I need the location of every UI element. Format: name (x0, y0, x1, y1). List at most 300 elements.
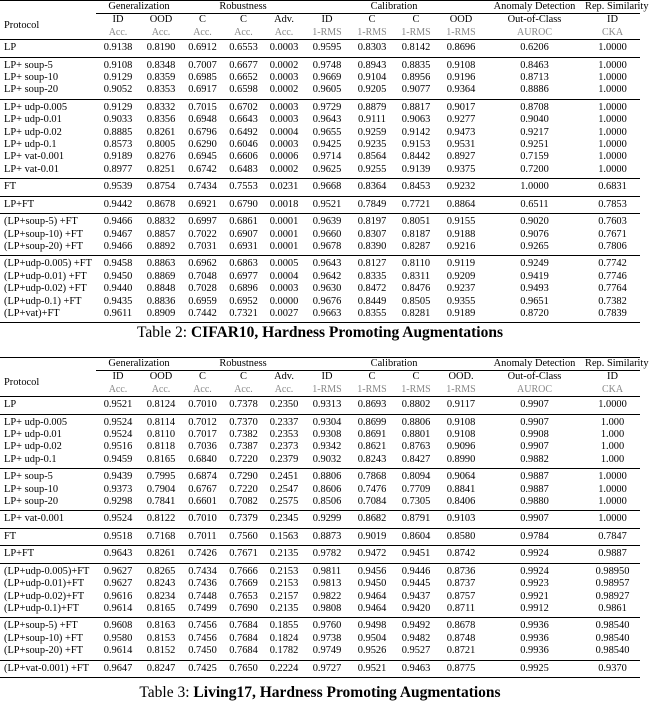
value-cell: 0.8863 (146, 258, 176, 270)
protocol-cell: (LP+soup-20) +FT (0, 241, 96, 256)
value-cell: 0.6206 (484, 40, 585, 57)
value-cell: 0.8163 (146, 620, 176, 632)
value-cell: 0.8406 (438, 496, 484, 511)
value-cell: 1.0000 (598, 72, 627, 84)
value-cell: 0.2379 (264, 454, 304, 469)
value-cell: 1.0000 (585, 84, 640, 99)
table-row (0, 414, 640, 429)
value-cell: 0.6702 (229, 101, 258, 113)
value-cell: 0.7456 (188, 632, 217, 644)
value-cell: 0.2135 (264, 546, 304, 563)
value-cell: 0.9539 (96, 179, 140, 196)
value-cell: 0.7200 (484, 164, 585, 179)
value-cell: 0.9887 (585, 546, 640, 563)
value-cell: 0.98950 (595, 565, 630, 577)
value-cell: 0.8943 (357, 59, 387, 71)
column-header: C (199, 14, 206, 26)
value-cell: 0.6046 (229, 139, 258, 151)
value-cell: 0.9032 (304, 454, 350, 469)
table-row (0, 241, 640, 256)
value-cell: 0.8118 (146, 441, 176, 453)
table-row (0, 308, 640, 323)
value-cell: 0.8153 (146, 632, 176, 644)
value-cell: 0.6917 (182, 84, 223, 99)
value-cell: 0.9760 (312, 620, 342, 632)
value-cell: 0.7553 (223, 179, 264, 196)
value-cell: 0.2153 (269, 578, 299, 590)
value-cell: 0.8763 (401, 441, 431, 453)
value-cell: 0.9729 (312, 101, 342, 113)
value-cell: 0.9265 (484, 241, 585, 256)
value-cell: 0.8187 (401, 228, 431, 240)
value-cell: 0.9504 (357, 632, 387, 644)
value-cell: 0.8678 (446, 620, 476, 632)
table-row (0, 603, 640, 618)
value-cell: 0.8051 (401, 216, 431, 228)
value-cell: 0.9782 (304, 546, 350, 563)
protocol-cell: LP+ soup-5 (4, 471, 53, 483)
value-cell: 0.9209 (446, 270, 476, 282)
value-cell: 0.9076 (520, 228, 549, 240)
value-cell: 0.0018 (264, 196, 304, 213)
protocol-cell: (LP+soup-5) +FT (4, 620, 78, 632)
value-cell: 0.9923 (520, 578, 549, 590)
value-cell: 0.7048 (188, 270, 217, 282)
value-cell: 0.7669 (229, 578, 258, 590)
value-cell: 0.9077 (394, 84, 438, 99)
value-cell: 0.7378 (223, 397, 264, 414)
value-cell: 1.0000 (585, 511, 640, 528)
metric-label: 1-RMS (394, 27, 438, 40)
table-row (0, 591, 640, 603)
protocol-cell: LP+FT (0, 196, 96, 213)
value-cell: 0.9370 (585, 660, 640, 677)
column-header: OOD (149, 14, 173, 26)
value-cell: 0.8094 (401, 471, 431, 483)
table-row (0, 99, 640, 114)
value-cell: 0.9142 (401, 126, 431, 138)
metric-label: Acc. (140, 27, 182, 40)
column-header: ID (321, 14, 333, 26)
value-cell: 0.9450 (357, 578, 387, 590)
group-robustness: Robustness (182, 358, 304, 371)
value-cell: 0.9298 (96, 496, 140, 511)
value-cell: 0.9493 (520, 283, 549, 295)
value-cell: 0.9482 (401, 632, 431, 644)
value-cell: 0.6985 (188, 72, 217, 84)
value-cell: 0.0003 (269, 283, 299, 295)
value-cell: 1.0000 (585, 496, 640, 511)
protocol-cell: LP+ udp-0.02 (4, 126, 62, 138)
protocol-cell: LP+ udp-0.1 (0, 454, 96, 469)
value-cell: 0.7839 (585, 308, 640, 323)
value-cell: 0.8311 (401, 270, 431, 282)
value-cell: 0.7321 (223, 308, 264, 323)
value-cell: 0.8122 (140, 511, 182, 528)
group-calibration: Calibration (304, 358, 484, 371)
table-row (0, 139, 640, 151)
value-cell: 0.9249 (520, 258, 549, 270)
column-header: Out-of-Class (507, 371, 562, 383)
metric-label: AUROC (484, 384, 585, 397)
value-cell: 0.6831 (585, 179, 640, 196)
protocol-cell: (LP+udp-0.1) +FT (4, 295, 82, 307)
group-anomaly-detection: Anomaly Detection (484, 1, 585, 14)
value-cell: 1.0000 (585, 40, 640, 57)
value-cell: 0.6863 (229, 258, 258, 270)
group-calibration: Calibration (304, 1, 484, 14)
value-cell: 0.8449 (357, 295, 387, 307)
value-cell: 0.98540 (595, 620, 630, 632)
table-row (0, 469, 640, 484)
value-cell: 0.2157 (269, 590, 299, 602)
value-cell: 0.9924 (520, 565, 549, 577)
value-cell: 0.8801 (401, 429, 431, 441)
value-cell: 0.8442 (401, 151, 431, 163)
value-cell: 0.2135 (264, 603, 304, 618)
value-cell: 0.8708 (520, 101, 549, 113)
value-cell: 0.8114 (146, 416, 176, 428)
value-cell: 0.9676 (312, 295, 342, 307)
value-cell: 0.8261 (140, 546, 182, 563)
value-cell: 0.9111 (358, 114, 386, 126)
value-cell: 0.9033 (103, 114, 133, 126)
value-cell: 0.8873 (304, 528, 350, 545)
value-cell: 0.2345 (264, 511, 304, 528)
value-cell: 0.9108 (103, 59, 133, 71)
value-cell: 1.0000 (598, 59, 627, 71)
metric-label: 1-RMS (438, 27, 484, 40)
value-cell: 0.8857 (146, 228, 176, 240)
value-cell: 0.6840 (182, 454, 223, 469)
value-cell: 1.0000 (598, 483, 627, 495)
value-cell: 1.0000 (598, 151, 627, 163)
value-cell: 0.7382 (229, 429, 258, 441)
protocol-cell: LP+ udp-0.01 (4, 429, 62, 441)
value-cell: 0.8356 (146, 114, 176, 126)
column-header: ID (607, 14, 618, 26)
value-cell: 0.8353 (140, 84, 182, 99)
value-cell: 0.7442 (182, 308, 223, 323)
value-cell: 0.8110 (401, 258, 431, 270)
value-cell: 0.9936 (520, 632, 549, 644)
value-cell: 0.8165 (140, 603, 182, 618)
value-cell: 0.8802 (394, 397, 438, 414)
value-cell: 0.9466 (96, 241, 140, 256)
protocol-cell: (LP+soup-10) +FT (4, 228, 83, 240)
value-cell: 0.6896 (229, 283, 258, 295)
value-cell: 0.7806 (585, 241, 640, 256)
value-cell: 0.8909 (140, 308, 182, 323)
value-cell: 0.6483 (223, 164, 264, 179)
metric-label: 1-RMS (394, 384, 438, 397)
table-row (0, 127, 640, 139)
value-cell: 0.0002 (264, 164, 304, 179)
value-cell: 0.9907 (484, 511, 585, 528)
group-header-row (0, 358, 640, 371)
value-cell: 0.7031 (182, 241, 223, 256)
column-header: Adv. (274, 14, 294, 26)
value-cell: 0.98540 (585, 645, 640, 660)
group-robustness: Robustness (182, 1, 304, 14)
table-row (0, 511, 640, 528)
protocol-cell: LP+ soup-20 (0, 496, 96, 511)
column-header: C (368, 371, 376, 383)
value-cell: 0.8604 (394, 528, 438, 545)
value-cell: 0.8332 (146, 101, 176, 113)
value-cell: 0.9188 (446, 228, 476, 240)
value-cell: 0.9104 (357, 72, 387, 84)
value-cell: 0.7684 (223, 645, 264, 660)
value-cell: 0.9655 (312, 126, 342, 138)
value-cell: 0.9299 (304, 511, 350, 528)
table-row (0, 196, 640, 213)
value-cell: 0.9108 (446, 59, 476, 71)
table-row (0, 283, 640, 295)
value-cell: 0.8573 (103, 139, 133, 151)
protocol-cell: (LP+udp-0.02)+FT (4, 590, 85, 602)
value-cell: 0.9355 (446, 295, 476, 307)
table-row (0, 84, 640, 99)
value-cell: 0.9129 (103, 72, 133, 84)
column-header-row (0, 14, 640, 27)
value-cell: 0.8736 (446, 565, 476, 577)
value-cell: 0.9019 (350, 528, 394, 545)
table-row (0, 484, 640, 496)
metric-label: Acc. (182, 384, 223, 397)
value-cell: 0.9639 (312, 216, 342, 228)
metric-label: Acc. (264, 27, 304, 40)
value-cell: 0.9921 (520, 590, 549, 602)
protocol-cell: (LP+soup-20) +FT (0, 645, 96, 660)
value-cell: 0.9108 (446, 429, 476, 441)
value-cell: 1.0000 (585, 397, 640, 414)
value-cell: 1.0000 (598, 471, 627, 483)
value-cell: 0.9643 (96, 546, 140, 563)
value-cell: 0.8892 (140, 241, 182, 256)
protocol-cell: LP+ soup-10 (4, 483, 59, 495)
table-row (0, 429, 640, 441)
table-row (0, 618, 640, 633)
value-cell: 0.8580 (438, 528, 484, 545)
value-cell: 0.9936 (520, 620, 549, 632)
value-cell: 0.7168 (140, 528, 182, 545)
value-cell: 0.7305 (394, 496, 438, 511)
value-cell: 0.8427 (394, 454, 438, 469)
table-row (0, 179, 640, 196)
value-cell: 0.7379 (223, 511, 264, 528)
value-cell: 0.98927 (595, 590, 630, 602)
value-cell: 0.9425 (312, 139, 342, 151)
value-cell: 0.7036 (188, 441, 217, 453)
value-cell: 0.9304 (312, 416, 342, 428)
value-cell: 0.8956 (401, 72, 431, 84)
column-header: OOD (449, 14, 473, 26)
table-row (0, 271, 640, 283)
value-cell: 0.9473 (446, 126, 476, 138)
metric-label: 1-RMS (438, 384, 484, 397)
value-cell: 0.9155 (446, 216, 476, 228)
value-cell: 0.9749 (304, 645, 350, 660)
value-cell: 0.0003 (269, 101, 299, 113)
value-cell: 0.7499 (182, 603, 223, 618)
value-cell: 0.9216 (438, 241, 484, 256)
column-header: OOD. (448, 371, 474, 383)
metric-label: 1-RMS (350, 384, 394, 397)
value-cell: 1.0000 (598, 139, 627, 151)
protocol-cell: (LP+vat)+FT (0, 308, 96, 323)
value-cell: 0.6511 (484, 196, 585, 213)
value-cell: 0.9442 (96, 196, 140, 213)
value-cell: 0.9450 (103, 270, 133, 282)
value-cell: 0.6492 (229, 126, 258, 138)
value-cell: 0.6874 (188, 471, 217, 483)
value-cell: 0.7382 (598, 295, 627, 307)
column-header: C (199, 371, 206, 383)
value-cell: 0.9524 (103, 429, 133, 441)
value-cell: 0.7690 (223, 603, 264, 618)
value-cell: 0.9117 (438, 397, 484, 414)
value-cell: 0.8335 (357, 270, 387, 282)
value-cell: 0.9189 (438, 308, 484, 323)
value-cell: 0.7666 (229, 565, 258, 577)
value-cell: 0.9063 (401, 114, 431, 126)
value-cell: 0.9451 (394, 546, 438, 563)
value-cell: 0.6959 (188, 295, 217, 307)
value-cell: 0.7448 (188, 590, 217, 602)
value-cell: 0.6767 (188, 483, 217, 495)
value-cell: 0.9714 (312, 151, 342, 163)
value-cell: 0.9887 (520, 483, 549, 495)
column-header: $\overline{C}$ (412, 371, 420, 383)
value-cell: 0.7387 (229, 441, 258, 453)
value-cell: 0.8754 (140, 179, 182, 196)
value-cell: 0.9440 (103, 283, 133, 295)
value-cell: 0.9808 (304, 603, 350, 618)
value-cell: 0.8287 (394, 241, 438, 256)
table-row (0, 546, 640, 563)
value-cell: 0.8879 (357, 101, 387, 113)
value-cell: 0.8110 (146, 429, 176, 441)
value-cell: 0.9518 (96, 528, 140, 545)
value-cell: 0.9205 (350, 84, 394, 99)
protocol-cell: LP+ vat-0.001 (0, 511, 96, 528)
metric-label: AUROC (484, 27, 585, 40)
value-cell: 0.9630 (312, 283, 342, 295)
metric-label: Acc. (96, 27, 140, 40)
value-cell: 0.8276 (146, 151, 176, 163)
protocol-cell: (LP+udp-0.1)+FT (0, 603, 96, 618)
value-cell: 0.9738 (312, 632, 342, 644)
value-cell: 0.0002 (264, 84, 304, 99)
value-cell: 0.8265 (146, 565, 176, 577)
value-cell: 0.9251 (520, 139, 549, 151)
value-cell: 0.9458 (103, 258, 133, 270)
value-cell: 0.9907 (520, 441, 549, 453)
value-cell: 0.9138 (96, 40, 140, 57)
value-cell: 0.9129 (103, 101, 133, 113)
value-cell: 1.000 (585, 454, 640, 469)
value-cell: 0.6997 (188, 216, 217, 228)
value-cell: 0.9420 (394, 603, 438, 618)
value-cell: 0.9096 (446, 441, 476, 453)
value-cell: 0.6977 (229, 270, 258, 282)
value-cell: 0.8977 (96, 164, 140, 179)
group-header-row (0, 1, 640, 14)
value-cell: 0.9020 (520, 216, 549, 228)
value-cell: 0.98957 (595, 578, 630, 590)
protocol-spacer (0, 1, 96, 14)
value-cell: 0.98540 (595, 632, 630, 644)
protocol-cell: (LP+udp-0.005)+FT (4, 565, 90, 577)
value-cell: 0.7560 (223, 528, 264, 545)
column-header: Out-of-Class (507, 14, 562, 26)
value-cell: 0.9464 (357, 590, 387, 602)
value-cell: 0.2575 (264, 496, 304, 511)
column-header-row (0, 371, 640, 384)
value-cell: 0.9784 (484, 528, 585, 545)
value-cell: 0.0003 (269, 139, 299, 151)
value-cell: 0.7434 (188, 565, 217, 577)
value-cell: 0.7022 (188, 228, 217, 240)
value-cell: 0.6861 (229, 216, 258, 228)
metric-row (0, 384, 640, 397)
column-header: $\overline{C}$ (240, 14, 247, 26)
value-cell: 0.7012 (188, 416, 217, 428)
value-cell: 0.2350 (264, 397, 304, 414)
value-cell: 0.7159 (520, 151, 549, 163)
value-cell: 0.8742 (438, 546, 484, 563)
value-cell: 0.8775 (438, 660, 484, 677)
value-cell: 0.9516 (103, 441, 133, 453)
table-row (0, 72, 640, 84)
protocol-cell: (LP+soup-10) +FT (4, 632, 83, 644)
value-cell: 0.8251 (140, 164, 182, 179)
protocol-cell: LP (0, 40, 96, 57)
value-cell: 0.7007 (188, 59, 217, 71)
value-cell: 0.8748 (446, 632, 476, 644)
protocol-cell: FT (0, 528, 96, 545)
table-row (0, 164, 640, 179)
value-cell: 0.9887 (520, 471, 549, 483)
value-cell: 0.7764 (598, 283, 627, 295)
value-cell: 0.9472 (350, 546, 394, 563)
value-cell: 0.6677 (229, 59, 258, 71)
value-cell: 0.0005 (269, 258, 299, 270)
table-row (0, 578, 640, 590)
value-cell: 0.8693 (350, 397, 394, 414)
value-cell: 0.9811 (312, 565, 342, 577)
protocol-cell: LP+ udp-0.1 (4, 139, 57, 151)
value-cell: 0.7853 (585, 196, 640, 213)
protocol-cell: LP (0, 397, 96, 414)
column-header: ID (112, 371, 124, 383)
value-cell: 0.7436 (188, 578, 217, 590)
value-cell: 0.9052 (96, 84, 140, 99)
value-cell: 0.1563 (264, 528, 304, 545)
value-cell: 1.0000 (484, 179, 585, 196)
table-row (0, 151, 640, 163)
value-cell: 0.2337 (269, 416, 299, 428)
protocol-cell: LP+ soup-5 (4, 59, 53, 71)
value-cell: 0.8711 (438, 603, 484, 618)
column-header: ID (321, 371, 333, 383)
table-cifar10 (0, 0, 649, 323)
value-cell: 0.9531 (446, 139, 476, 151)
value-cell: 0.0006 (269, 151, 299, 163)
value-cell: 0.9727 (304, 660, 350, 677)
value-cell: 0.7841 (140, 496, 182, 511)
